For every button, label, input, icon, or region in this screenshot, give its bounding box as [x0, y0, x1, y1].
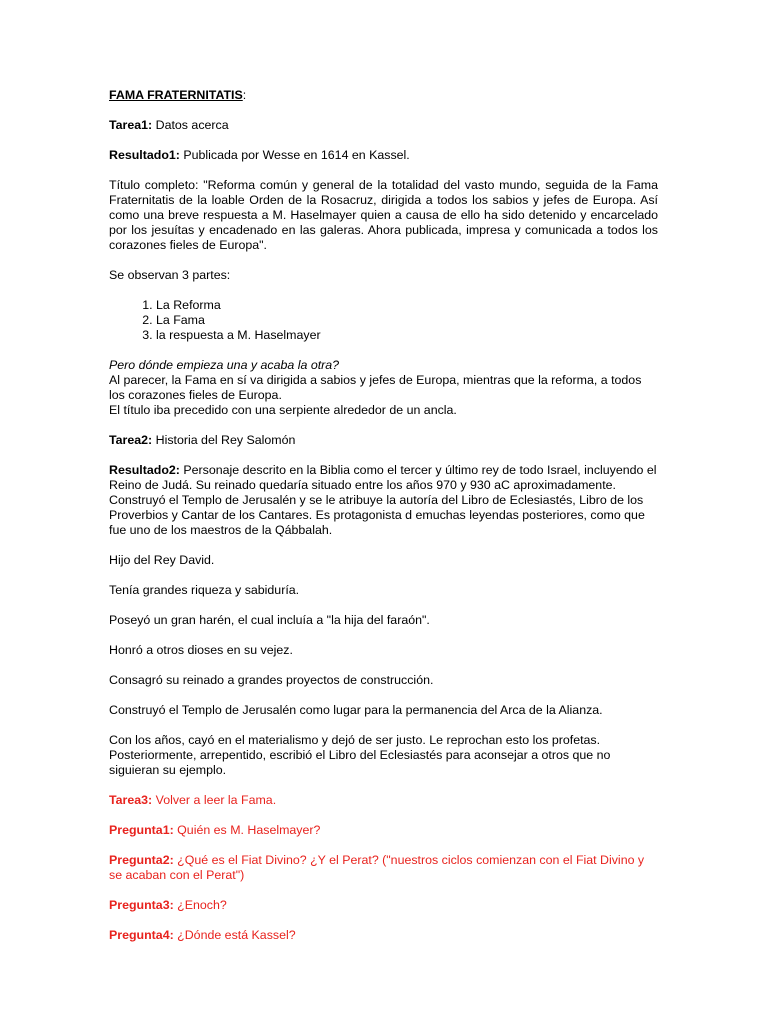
final-paragraph: Con los años, cayó en el materialismo y dejó de ser justo. Le reprochan esto los profetas. Posteriormente, arrepentido, escribió el Libro del Eclesiastés para aconsejar a otros que no siguieran su ejemplo. [109, 733, 611, 777]
resultado2-text-continued: Construyó el Templo de Jerusalén y se le atribuye la autoría del Libro de Eclesiastés, Libro de los Proverbios y Cantar de los Cantares. Es protagonista d emuchas leyendas posteriores, como que fue uno de los maestros de la Qábbalah. [109, 493, 645, 537]
list-item: 3. la respuesta a M. Haselmayer [156, 328, 658, 343]
list-item: 2. La Fama [156, 313, 658, 328]
document-title: FAMA FRATERNITATIS [109, 88, 243, 102]
respuesta-line: Al parecer, la Fama en sí va dirigida a sabios y jefes de Europa, mientras que la reforma, a todos los corazones fieles de Europa. [109, 373, 642, 402]
pregunta2-line [109, 853, 658, 883]
resultado1-text: Publicada por Wesse en 1614 en Kassel. [179, 148, 410, 162]
tarea2-text: Historia del Rey Salomón [152, 433, 296, 447]
pregunta-respuesta-block [109, 358, 658, 418]
pregunta3-line [109, 898, 658, 913]
fact-line: Construyó el Templo de Jerusalén como lugar para la permanencia del Arca de la Alianza. [109, 703, 603, 717]
respuesta-line: El título iba precedido con una serpiente alrededor de un ancla. [109, 403, 457, 417]
document-title-line [109, 88, 658, 103]
tarea2-line [109, 433, 658, 448]
tarea3-line [109, 793, 658, 808]
pregunta4-text: ¿Dónde está Kassel? [173, 928, 296, 942]
resultado1-label: Resultado1: [109, 148, 180, 162]
pregunta1-text: Quién es M. Haselmayer? [173, 823, 321, 837]
document-title-colon: : [242, 88, 247, 102]
titulo-completo-paragraph: Título completo: "Reforma común y general de la totalidad del vasto mundo, seguida de la Fama Fraternitatis de la loable Orden de la Rosacruz, dirigida a todos los sabios y jefes de Europa. Así como una breve respuesta a M. Haselmayer quien a causa de ello ha sido detenido y encarcelado por los jesuítas y encadenado en las galeras. Ahora publicada, impresa y comunicada a todos los corazones fieles de Europa". [109, 178, 658, 252]
resultado1-line [109, 148, 658, 163]
document-page [109, 88, 658, 958]
pregunta-italic: Pero dónde empieza una y acaba la otra? [109, 358, 340, 372]
fact-line: Honró a otros dioses en su vejez. [109, 643, 293, 657]
resultado2-label: Resultado2: [109, 463, 180, 477]
tarea1-text: Datos acerca [152, 118, 229, 132]
pregunta1-label: Pregunta1: [109, 823, 174, 837]
partes-list [109, 298, 658, 343]
resultado2-text: Personaje descrito en la Biblia como el tercer y último rey de todo Israel, incluyendo el Reino de Judá. Su reinado quedaría situado entre los años 970 y 930 aC aproximadamente. [109, 463, 657, 492]
tarea3-text: Volver a leer la Fama. [152, 793, 277, 807]
pregunta1-line [109, 823, 658, 838]
resultado2-block [109, 463, 658, 538]
pregunta2-label: Pregunta2: [109, 853, 174, 867]
pregunta3-text: ¿Enoch? [173, 898, 227, 912]
fact-line: Poseyó un gran harén, el cual incluía a "la hija del faraón". [109, 613, 430, 627]
pregunta3-label: Pregunta3: [109, 898, 174, 912]
pregunta4-label: Pregunta4: [109, 928, 174, 942]
tarea1-line [109, 118, 658, 133]
tarea3-label: Tarea3: [109, 793, 153, 807]
tarea2-label: Tarea2: [109, 433, 153, 447]
fact-line: Consagró su reinado a grandes proyectos de construcción. [109, 673, 434, 687]
fact-line: Hijo del Rey David. [109, 553, 215, 567]
fact-line: Tenía grandes riqueza y sabiduría. [109, 583, 300, 597]
pregunta2-text: ¿Qué es el Fiat Divino? ¿Y el Perat? ("nuestros ciclos comienzan con el Fiat Divino y se acaban con el Perat") [109, 853, 645, 882]
pregunta4-line [109, 928, 658, 943]
tarea1-label: Tarea1: [109, 118, 153, 132]
partes-intro: Se observan 3 partes: [109, 268, 231, 282]
list-item: 1. La Reforma [156, 298, 658, 313]
